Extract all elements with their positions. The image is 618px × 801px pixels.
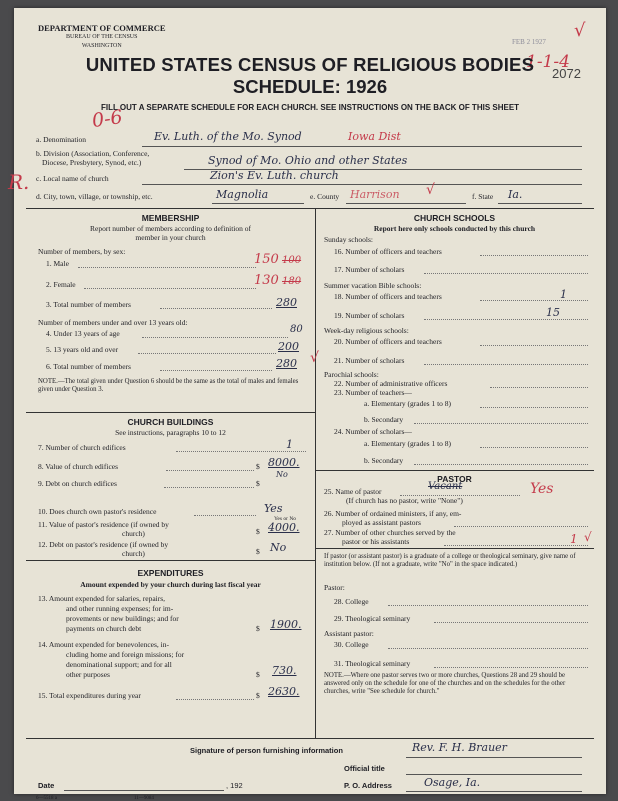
pastor-seminary-label: 29. Theological seminary bbox=[334, 614, 411, 623]
pastor-name-label: 25. Name of pastor bbox=[324, 487, 382, 496]
residence-value-label-2: church) bbox=[122, 529, 145, 538]
scholars-elementary-label: a. Elementary (grades 1 to 8) bbox=[364, 439, 452, 448]
po-address-label: P. O. Address bbox=[344, 781, 392, 790]
pastor-note: NOTE.—Where one pastor serves two or more churches, Questions 28 and 29 should be answered only on the schedule for one of the churches and on the schedules for the other churches, write "See schedule for church." bbox=[324, 672, 566, 695]
members-by-sex-label: Number of members, by sex: bbox=[38, 247, 126, 256]
sunday-scholars-label: 17. Number of scholars bbox=[334, 265, 405, 274]
local-name-label: c. Local name of church bbox=[36, 174, 109, 183]
over-13-label: 5. 13 years old and over bbox=[46, 345, 119, 354]
residence-debt-value[interactable]: No bbox=[270, 541, 287, 554]
edifices-value[interactable]: 8000. bbox=[268, 456, 300, 469]
female-label: 2. Female bbox=[46, 280, 76, 289]
running-expenses-value[interactable]: 1900. bbox=[270, 618, 302, 631]
date-year: , 192 bbox=[226, 781, 243, 790]
summer-scholars-value[interactable]: 15 bbox=[546, 306, 560, 319]
total-expenditures-label: 15. Total expenditures during year bbox=[38, 691, 141, 700]
annotation-r: R. bbox=[8, 170, 30, 194]
teachers-label: 23. Number of teachers— bbox=[334, 388, 412, 397]
division-label-2: Diocese, Presbytery, Synod, etc.) bbox=[42, 158, 142, 167]
po-address-value[interactable]: Osage, Ia. bbox=[424, 776, 481, 789]
red-checkmark-county: √ bbox=[426, 182, 435, 198]
teachers-elementary-label: a. Elementary (grades 1 to 8) bbox=[364, 399, 452, 408]
summer-scholars-label: 19. Number of scholars bbox=[334, 311, 405, 320]
schools-heading: CHURCH SCHOOLS bbox=[413, 213, 496, 223]
weekday-officers-label: 20. Number of officers and teachers bbox=[334, 337, 442, 346]
signature-value[interactable]: Rev. F. H. Brauer bbox=[412, 741, 507, 754]
summer-schools-label: Summer vacation Bible schools: bbox=[324, 281, 422, 290]
county-value[interactable]: Harrison bbox=[350, 188, 400, 201]
owns-residence-label: 10. Does church own pastor's residence bbox=[38, 507, 157, 516]
benevolences-label-1: 14. Amount expended for benevolences, in- bbox=[38, 640, 170, 649]
female-struck-value: 180 bbox=[282, 276, 302, 287]
under-over-label: Number of members under and over 13 years old: bbox=[38, 318, 188, 327]
residence-debt-label-2: church) bbox=[122, 549, 145, 558]
red-checkmark-top: √ bbox=[574, 20, 586, 41]
schedule-title: SCHEDULE: 1926 bbox=[232, 76, 388, 97]
bureau-name: BUREAU OF THE CENSUS bbox=[66, 34, 138, 40]
pastor-name-hint: (If church has no pastor, write "None") bbox=[346, 496, 463, 505]
benevolences-value[interactable]: 730. bbox=[272, 664, 297, 677]
local-name-value[interactable]: Zion's Ev. Luth. church bbox=[210, 169, 339, 182]
buildings-instructions: See instructions, paragraphs 10 to 12 bbox=[115, 428, 226, 437]
annotation-right: 1-1-4 bbox=[526, 52, 570, 72]
residence-value[interactable]: 4000. bbox=[268, 521, 300, 534]
denomination-label: a. Denomination bbox=[36, 135, 86, 144]
assistant-seminary-label: 31. Theological seminary bbox=[334, 659, 411, 668]
red-checkmark-membership: √ bbox=[310, 350, 319, 366]
benevolences-label-2: cluding home and foreign missions; for bbox=[66, 650, 185, 659]
owns-residence-value[interactable]: Yes bbox=[264, 502, 283, 515]
edifices-value-label: 8. Value of church edifices bbox=[38, 462, 119, 471]
weekday-scholars-label: 21. Number of scholars bbox=[334, 356, 405, 365]
running-expenses-label-3: provements or new buildings; and for bbox=[66, 614, 179, 623]
assistant-count-label-1: 26. Number of ordained ministers, if any, em- bbox=[324, 509, 462, 518]
schedule-number: 2072 bbox=[552, 66, 581, 81]
pastor-name-red-note: Yes bbox=[530, 481, 554, 497]
membership-intro-2: member in your church bbox=[135, 233, 206, 242]
college-instructions: If pastor (or assistant pastor) is a graduate of a college or theological seminary, give name of institution below. (If not a graduate, write "No" in the space indicated.) bbox=[324, 553, 576, 568]
red-checkmark-pastor: √ bbox=[584, 530, 592, 544]
total-members-value-q6[interactable]: 280 bbox=[276, 357, 297, 370]
edifices-debt-label: 9. Debt on church edifices bbox=[38, 479, 117, 488]
running-expenses-label-1: 13. Amount expended for salaries, repairs, bbox=[38, 594, 166, 603]
male-struck-value: 100 bbox=[282, 255, 302, 266]
scholars-label: 24. Number of scholars— bbox=[334, 427, 412, 436]
sunday-officers-label: 16. Number of officers and teachers bbox=[334, 247, 442, 256]
instruction-line: FILL OUT A SEPARATE SCHEDULE FOR EACH CHURCH. SEE INSTRUCTIONS ON THE BACK OF THIS SHEET bbox=[100, 103, 520, 112]
under-13-label: 4. Under 13 years of age bbox=[46, 329, 120, 338]
county-label: e. County bbox=[310, 192, 340, 201]
form-number: 6—5518 a bbox=[36, 796, 57, 801]
parochial-schools-label: Parochial schools: bbox=[324, 370, 379, 379]
weekday-schools-label: Week-day religious schools: bbox=[324, 326, 409, 335]
total-members-label-q3: 3. Total number of members bbox=[46, 300, 131, 309]
teachers-secondary-label: b. Secondary bbox=[364, 415, 404, 424]
total-members-label-q6: 6. Total number of members bbox=[46, 362, 131, 371]
state-label: f. State bbox=[472, 192, 494, 201]
total-expenditures-value[interactable]: 2630. bbox=[268, 685, 300, 698]
other-churches-value[interactable]: 1 bbox=[570, 532, 578, 546]
assistant-subheading: Assistant pastor: bbox=[324, 629, 374, 638]
buildings-heading: CHURCH BUILDINGS bbox=[127, 417, 214, 427]
date-label: Date bbox=[38, 781, 55, 790]
membership-intro-1: Report number of members according to definition of bbox=[90, 224, 251, 233]
annotation-left: 0-6 bbox=[90, 105, 124, 133]
assistant-count-label-2: ployed as assistant pastors bbox=[342, 518, 421, 527]
signature-label: Signature of person furnishing information bbox=[190, 746, 343, 755]
other-churches-label-1: 27. Number of other churches served by the bbox=[324, 528, 456, 537]
schools-intro: Report here only schools conducted by this church bbox=[373, 224, 536, 233]
other-churches-label-2: pastor or his assistants bbox=[342, 537, 410, 546]
scholars-secondary-label: b. Secondary bbox=[364, 456, 404, 465]
residence-debt-label-1: 12. Debt on pastor's residence (if owned by bbox=[38, 540, 169, 549]
male-label: 1. Male bbox=[46, 259, 69, 268]
pastor-subheading: Pastor: bbox=[324, 583, 345, 592]
expenditures-heading: EXPENDITURES bbox=[137, 568, 204, 578]
received-stamp: FEB 2 1927 bbox=[512, 38, 546, 46]
under-13-value[interactable]: 80 bbox=[290, 324, 303, 335]
form-number-2: 11—9084 bbox=[134, 796, 154, 801]
denomination-value[interactable]: Ev. Luth. of the Mo. Synod bbox=[154, 130, 302, 143]
female-value[interactable]: 130 bbox=[254, 273, 279, 288]
running-expenses-label-4: payments on church debt bbox=[66, 624, 142, 633]
pastor-college-label: 28. College bbox=[334, 597, 369, 606]
page-title: UNITED STATES CENSUS OF RELIGIOUS BODIES bbox=[85, 54, 535, 75]
city-value[interactable]: Magnolia bbox=[216, 188, 269, 201]
summer-officers-value[interactable]: 1 bbox=[560, 288, 567, 301]
census-schedule-paper: DEPARTMENT OF COMMERCE BUREAU OF THE CENSUS WASHINGTON FEB 2 1927 √ 1-1-4 2072 0-6 UNITED STATES CENSUS OF RELIGIOUS BODIES SCHEDULE: 1926 FILL OUT A SEPARATE SCHEDULE FOR EACH CHURCH. SEE INSTRUCTIONS ON THE BACK OF THIS SHEET a. Denomination Ev. Luth. of the Mo. Synod Iowa Dist b. Division (Association, Conference, Diocese, Presbytery, Synod, etc.) Synod of Mo. Ohio and other States c. Local name of church Zion's Ev. Luth. church R. d. City, town, village, or township, etc. Magnolia e. County Harrison √ f. State Ia. MEMBERSHIP Report number of members according to definition of member in your church Number of members, by sex: 1. Male 150 100 2. Female 130 180 3. Total number of members 280 Number of members under and over 13 years old: 4. Under 13 years of age 80 5. 13 years old and over 200 6. Total number of members 280 √ NOTE.—The total given under Question 6 should be the same as the total of males and females given under Question 3. CHURCH BUILDINGS See instructions, paragraphs 10 to 12 7. Number of church edifices 1 8. Value of church edifices $ 8000. 9. Debt on church edifices $ No 10. Does church own pastor's residence Yes Yes or No 11. Value of pastor's residence (if owned by church) $ 4000. 12. Debt on pastor's residence (if owned by church) $ No EXPENDITURES Amount expended by your church during last fiscal year 13. Amount expended for salaries, repairs, and other running expenses; for im- provements or new buildings; and for payments on church debt $ 1900. 14. Amount expended for benevolences, in- cluding home and foreign missions; for denominational support; and for all other purposes $ 730. 15. Total expenditures during year $ 2630. CHURCH SCHOOLS Report here only schools conducted by this church Sunday schools: 16. Number of officers and teachers 17. Number of scholars Summer vacation Bible schools: 18. Number of officers and teachers 1 19. Number of scholars 15 Week-day religious schools: 20. Number of officers and teachers 21. Number of scholars Parochial schools: 22. Number of administrative officers 23. Number of teachers— a. Elementary (grades 1 to 8) b. Secondary 24. Number of scholars— a. Elementary (grades 1 to 8) b. Secondary PASTOR 25. Name of pastor Vacant Yes (If church has no pastor, write "None") 26. Number of ordained ministers, if any, em- ployed as assistant pastors 27. Number of other churches served by the pastor or his assistants 1 √ If pastor (or assistant pastor) is a graduate of a college or theological seminary, give name of institution below. (If not a graduate, write "No" in the space indicated.) Pastor: 28. College 29. Theological seminary Assistant pastor: 30. College 31. Theological seminary NOTE.—Where one pastor serves two or more churches, Questions 28 and 29 should be answered only on the schedule for one of the churches and on the schedules for the other churches, write "See schedule for church." Signature of person furnishing information Rev. F. H. Brauer Official title Date , 192 P. O. Address Osage, Ia. 6—5518 a 11—9084 bbox=[14, 8, 606, 794]
edifices-debt-value[interactable]: No bbox=[276, 470, 288, 479]
over-13-value[interactable]: 200 bbox=[278, 340, 299, 353]
assistant-college-label: 30. College bbox=[334, 640, 369, 649]
pastor-name-struck: Vacant bbox=[428, 481, 463, 492]
total-members-value-q3[interactable]: 280 bbox=[276, 296, 297, 309]
denomination-note: Iowa Dist bbox=[348, 130, 401, 143]
division-value[interactable]: Synod of Mo. Ohio and other States bbox=[208, 154, 408, 167]
official-title-label: Official title bbox=[344, 764, 385, 773]
pastor-heading: PASTOR bbox=[437, 474, 472, 484]
benevolences-label-3: denominational support; and for all bbox=[66, 660, 172, 669]
department-header bbox=[38, 24, 166, 51]
division-label-1: b. Division (Association, Conference, bbox=[36, 149, 150, 158]
membership-heading: MEMBERSHIP bbox=[141, 213, 200, 223]
city-label: d. City, town, village, or township, etc. bbox=[36, 192, 153, 201]
benevolences-label-4: other purposes bbox=[66, 670, 110, 679]
department-name: DEPARTMENT OF COMMERCE bbox=[38, 23, 166, 33]
yes-or-no-hint: Yes or No bbox=[274, 516, 297, 522]
male-value[interactable]: 150 bbox=[254, 252, 279, 267]
state-value[interactable]: Ia. bbox=[508, 188, 523, 201]
running-expenses-label-2: and other running expenses; for im- bbox=[66, 604, 174, 613]
edifices-count-label: 7. Number of church edifices bbox=[38, 443, 126, 452]
admin-officers-label: 22. Number of administrative officers bbox=[334, 379, 448, 388]
bureau-city: WASHINGTON bbox=[81, 43, 122, 49]
expenditures-intro: Amount expended by your church during last fiscal year bbox=[80, 580, 261, 589]
membership-note: NOTE.—The total given under Question 6 should be the same as the total of males and females given under Question 3. bbox=[38, 378, 299, 393]
summer-officers-label: 18. Number of officers and teachers bbox=[334, 292, 442, 301]
sunday-schools-label: Sunday schools: bbox=[324, 235, 373, 244]
residence-value-label-1: 11. Value of pastor's residence (if owned by bbox=[38, 520, 169, 529]
edifices-count-value[interactable]: 1 bbox=[286, 438, 293, 451]
